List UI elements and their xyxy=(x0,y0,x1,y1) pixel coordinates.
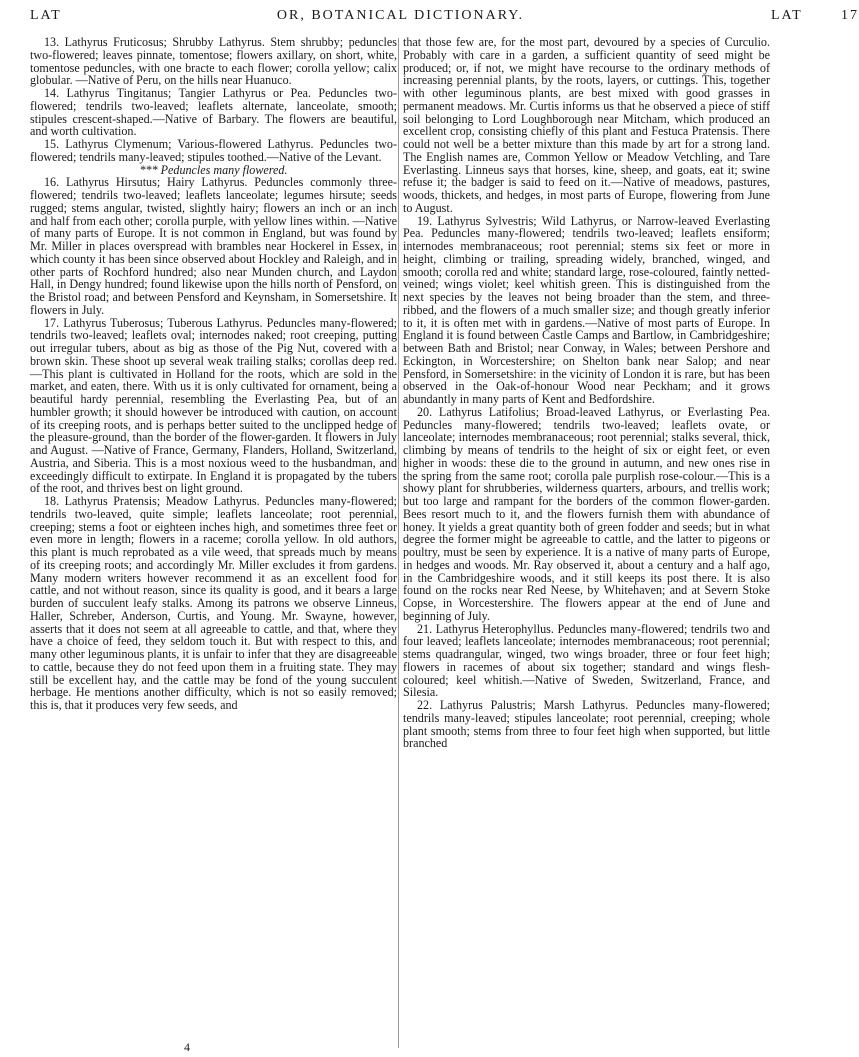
left-column xyxy=(30,36,397,1036)
entry-18-continued: that those few are, for the most part, devoured by a species of Curculio. Probably with care in a garden, a sufficient quantity of seed might be produced; or, if not, we might have recourse to the ordinary methods of increasing perennial plants, by the roots, layers, or cuttings. This, together with other leguminous plants, are best mixed with good grasses in permanent meadows. Mr. Curtis informs us that he observed a piece of stiff soil belonging to Lord Loughborough near Mitcham, which produced an excellent crop, consisting chiefly of this plant and Festuca Pratensis. There could not well be a better mixture than this made by art for a strong land. The English names are, Common Yellow or Meadow Vetchling, and Tare Everlasting. Linneus says that horses, kine, sheep, and goats, eat it; swine refuse it; the badger is said to feed on it.—Native of meadows, pastures, woods, thickets, and hedges, in most parts of Europe, flowering from June to August. xyxy=(403,35,770,215)
entry-16: 16. Lathyrus Hirsutus; Hairy Lathyrus. Peduncles commonly three-flowered; tendrils two-leaved; leaflets lanceolate; legumes hirsute; seeds rugged; stems angular, twisted, slightly hairy; flowers an inch or an inch and half from each other; corolla purple, with yellow lines within. —Native of many parts of Europe. It is not common in England, but was found by Mr. Miller in places overspread with brambles near Hockerel in Essex, in which county it has been since observed about Hockley and Raleigh, and in other parts of Rochford hundred; also near Munden church, and Laydon Hall, in Dengy hundred; found likewise upon the hills north of Pensford, on the Bristol road; and between Pensford and Keynsham, in Somersetshire. It flowers in July. xyxy=(30,175,397,317)
signature-mark: 4 xyxy=(184,1040,190,1054)
entry-14: 14. Lathyrus Tingitanus; Tangier Lathyrus or Pea. Peduncles two-flowered; tendrils two-leaved; leaflets alternate, lanceolate, smooth; stipules crescent-shaped.—Native of Barbary. The flowers are beautiful, and worth cultivation. xyxy=(30,86,397,139)
right-column xyxy=(403,36,770,1036)
entry-17: 17. Lathyrus Tuberosus; Tuberous Lathyrus. Peduncles many-flowered; tendrils two-leaved; leaflets oval; internodes naked; root creeping, putting out irregular tubers, about as big as those of the Pig Nut, covered with a brown skin. These shoot up several weak trailing stalks; corollas deep red.—This plant is cultivated in Holland for the roots, which are sold in the market, and eaten, there. With us it is only cultivated for ornament, being a beautiful hardy perennial, resembling the Everlasting Pea, but of an humbler growth; it should however be introduced with caution, on account of its creeping roots, and is perhaps better suited to the unclipped hedge of the pleasure-ground, than the border of the flower-garden. It flowers in July and August. —Native of France, Germany, Flanders, Holland, Switzerland, Austria, and Siberia. This is a most noxious weed to the husbandman, and exceedingly difficult to extirpate. In England it is propagated by the tubers of the root, and thrives best on light ground. xyxy=(30,315,397,496)
header-left: LAT xyxy=(30,8,62,23)
entry-19: 19. Lathyrus Sylvestris; Wild Lathyrus, or Narrow-leaved Everlasting Pea. Peduncles many-flowered; tendrils two-leaved; leaflets ensiform; internodes membranaceous; root perennial; stems six feet or more in height, climbing or trailing, spreading widely, branched, winged, and smooth; corolla red and white; standard large, rose-coloured, faintly netted-veined; wings violet; keel whitish green. This is distinguished from the next species by the leaves not being broader than the stem, and three-ribbed, and the flowers of a much smaller size; and though greatly inferior to it, it is often met with in gardens.—Native of most parts of Europe. In England it is found between Castle Camps and Bartlow, in Cambridgeshire; between Bath and Bristol; near Conway, in Wales; between Pershore and Eckington, in Worcestershire; on Shelton bank near Salop; and near Pensford, in Somersetshire: in the vicinity of London it is rare, but has been observed in the Oak-of-honour Wood near Peckham; and it grows abundantly in many parts of Kent and Bedfordshire. xyxy=(403,213,770,406)
running-header xyxy=(30,8,859,28)
entry-22: 22. Lathyrus Palustris; Marsh Lathyrus. Peduncles many-flowered; tendrils many-leaved; stipules lanceolate; root perennial, creeping; whole plant smooth; stems from three to four feet high when supported, but little branched xyxy=(403,698,770,751)
entry-13: 13. Lathyrus Fruticosus; Shrubby Lathyrus. Stem shrubby; peduncles two-flowered; leaves pinnate, tomentose; flowers axillary, on short, white, tomentose peduncles, with one bracte to each flower; corolla yellow; calix globular. —Native of Peru, on the hills near Huanuco. xyxy=(30,35,397,88)
entry-20: 20. Lathyrus Latifolius; Broad-leaved Lathyrus, or Everlasting Pea. Peduncles many-flowered; tendrils two-leaved; leaflets ovate, or lanceolate; internodes membranaceous; root perennial; stalks several, thick, climbing by means of tendrils to the height of six or eight feet, or even higher in woods: these die to the ground in autumn, and new ones rise in the spring from the same root; corolla pale purplish rose-colour.—This is a showy plant for shrubberies, wilderness quarters, arbours, and trellis work; but too large and rampant for the borders of the common flower-garden. Bees resort much to it, and the flowers furnish them with abundance of honey. It yields a great quantity both of green fodder and seeds; but in what degree the former might be agreeable to cattle, and the latter to pigeons or poultry, must be seen by experience. It is a native of many parts of Europe, in hedges and woods. Mr. Ray observed it, about a century and a half ago, in the Cambridgeshire woods, and it still keeps its post there. It is also found on the rocks near Red Neese, by Whitehaven; and at Severn Stoke Copse, in Worcestershire. The flowers appear at the end of June and beginning of July. xyxy=(403,404,770,623)
header-title: OR, BOTANICAL DICTIONARY. xyxy=(276,8,525,23)
page-number: 17 xyxy=(841,8,859,23)
column-divider xyxy=(398,38,399,1048)
header-right-word: LAT xyxy=(771,8,803,23)
entry-18: 18. Lathyrus Pratensis; Meadow Lathyrus. Peduncles many-flowered; tendrils two-leaved, quite simple; leaflets lanceolate; root perennial, creeping; stems a foot or eighteen inches high, and sometimes three feet or even more in length; flowers in a raceme; corolla yellow. In old authors, this plant is much reprobated as a vile weed, that spreads much by means of its creeping roots; and accordingly Mr. Miller excludes it from gardens. Many modern writers however recommend it as an excellent food for cattle, and not without reason, since its quality is good, and it bears a large burden of succulent leafy stalks. Among its patrons we observe Linneus, Haller, Schreber, Anderson, Curtis, and Young. Mr. Swayne, however, asserts that it does not seem at all agreeable to cattle, and that, where they have a choice of feed, they seldom touch it. But with respect to this, and many other leguminous plants, it is unfair to infer that they are disagreeable to cattle, because they do not feed upon them in a fruiting state. They may still be excellent hay, and the cattle may be fond of the young succulent herbage. He mentions another difficulty, which is not so easily removed; this is, that it produces very few seeds, and xyxy=(30,494,397,712)
entry-15: 15. Lathyrus Clymenum; Various-flowered Lathyrus. Peduncles two-flowered; tendrils many-leaved; stipules toothed.—Native of the Levant. xyxy=(30,137,397,164)
entry-21: 21. Lathyrus Heterophyllus. Peduncles many-flowered; tendrils two and four leaved; leaflets lanceolate; internodes membranaceous; root perennial; stems quadrangular, winged, two wings broader, three or four feet high; flowers in racemes of about six together; standard and wings flesh-coloured; keel whitish.—Native of Sweden, Switzerland, France, and Silesia. xyxy=(403,621,770,700)
subsection-heading: *** Peduncles many flowered. xyxy=(139,162,288,177)
